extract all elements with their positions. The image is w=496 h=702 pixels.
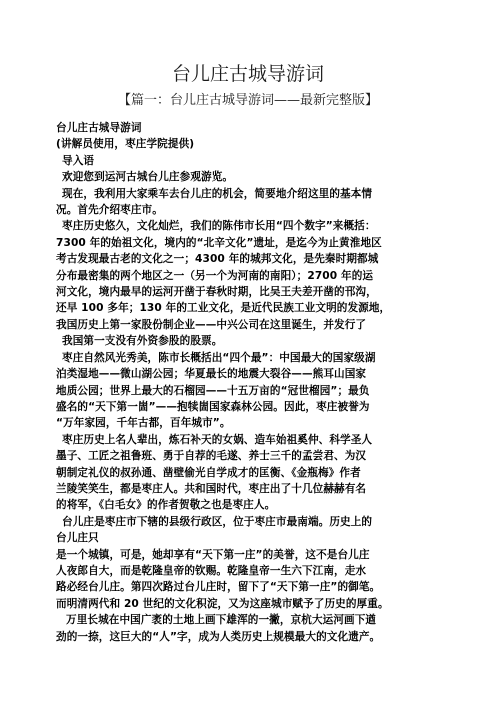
body-line: 而明清两代和 20 世纪的文化积淀，又为这座城市赋予了历史的厚重。 bbox=[56, 597, 389, 610]
body-line: 分布最密集的两个地区之一（另一个为河南的南阳）；2700 年的运 bbox=[56, 269, 374, 282]
body-line: 盛名的“天下第一崮”——抱犊崮国家森林公园。因此，枣庄被誉为 bbox=[56, 400, 370, 413]
body-line: 还早 100 多年；130 年的工业文化，是近代民族工业文明的发源地， bbox=[56, 302, 391, 315]
document-title: 台儿庄古城导游词 bbox=[171, 63, 324, 85]
body-line: 欢迎您到运河古城台儿庄参观游览。 bbox=[62, 171, 234, 184]
body-line: 兰陵笑笑生，都是枣庄人。共和国时代，枣庄出了十几位赫赫有名 bbox=[56, 482, 367, 495]
body-line: 我国历史上第一家股份制企业——中兴公司在这里诞生，并发行了 bbox=[56, 318, 367, 331]
body-line: 况。首先介绍枣庄市。 bbox=[56, 204, 163, 217]
body-line: 路必经台儿庄。第四次路过台儿庄时，留下了“天下第一庄”的御笔。 bbox=[56, 581, 381, 594]
body-line: 考古发现最古老的文化之一；4300 年的城邦文化，是先秦时期都城 bbox=[56, 253, 379, 266]
body-line: 我国第一支没有外资参股的股票。 bbox=[62, 335, 223, 348]
body-line: 导入语 bbox=[62, 154, 95, 167]
body-line: 7300 年的始祖文化，境内的“北辛文化”遗址，是迄今为止黄淮地区 bbox=[56, 236, 382, 249]
body-line: 朝制定礼仪的叔孙通、凿壁偷光自学成才的匡衡、《金瓶梅》作者 bbox=[56, 466, 361, 479]
body-line: 现在，我利用大家乘车去台儿庄的机会，简要地介绍这里的基本情 bbox=[62, 187, 373, 200]
document-subtitle: 【篇一：台儿庄古城导游词——最新完整版】 bbox=[117, 93, 378, 108]
body-line: 劲的一捺，这巨大的“人”字，成为人类历史上规模最大的文化遗产。 bbox=[56, 630, 381, 643]
body-line: (讲解员使用，枣庄学院提供) bbox=[56, 138, 195, 151]
body-line: 是一个城镇，可是，她却享有“天下第一庄”的美誉，这不是台儿庄 bbox=[56, 548, 370, 561]
document-body bbox=[56, 120, 472, 645]
body-line: 河文化，境内最早的运河开凿于春秋时期，比吴王夫差开凿的邗沟， bbox=[56, 286, 377, 299]
body-line: 墨子、工匠之祖鲁班、勇于自荐的毛遂、养士三千的孟尝君、为汉 bbox=[56, 450, 367, 463]
body-line: 台儿庄只 bbox=[56, 532, 99, 545]
body-line: 枣庄历史悠久，文化灿烂，我们的陈伟市长用“四个数字”来概括： bbox=[62, 220, 376, 233]
body-line: 枣庄自然风光秀美，陈市长概括出“四个最”：中国最大的国家级湖 bbox=[62, 351, 376, 364]
body-line: 台儿庄古城导游词 bbox=[56, 122, 142, 134]
body-line: 的将军，《白毛女》的作者贺敬之也是枣庄人。 bbox=[56, 499, 276, 512]
body-line: 枣庄历史上名人辈出，炼石补天的女娲、造车始祖奚仲、科学圣人 bbox=[62, 433, 373, 446]
body-line: 地质公园；世界上最大的石榴园——十五万亩的“冠世榴园”；最负 bbox=[56, 384, 370, 397]
body-line: 人夜郎自大，而是乾隆皇帝的钦赐。乾隆皇帝一生六下江南，走水 bbox=[56, 564, 367, 577]
body-line: “万年家园，千年古都，百年城市”。 bbox=[56, 417, 231, 430]
body-line: 泊类湿地——微山湖公园；华夏最长的地震大裂谷——熊耳山国家 bbox=[56, 368, 367, 381]
body-line: 台儿庄是枣庄市下辖的县级行政区，位于枣庄市最南端。历史上的 bbox=[62, 515, 373, 528]
body-line: 万里长城在中国广袤的土地上画下雄浑的一撇，京杭大运河画下遒 bbox=[66, 614, 377, 627]
